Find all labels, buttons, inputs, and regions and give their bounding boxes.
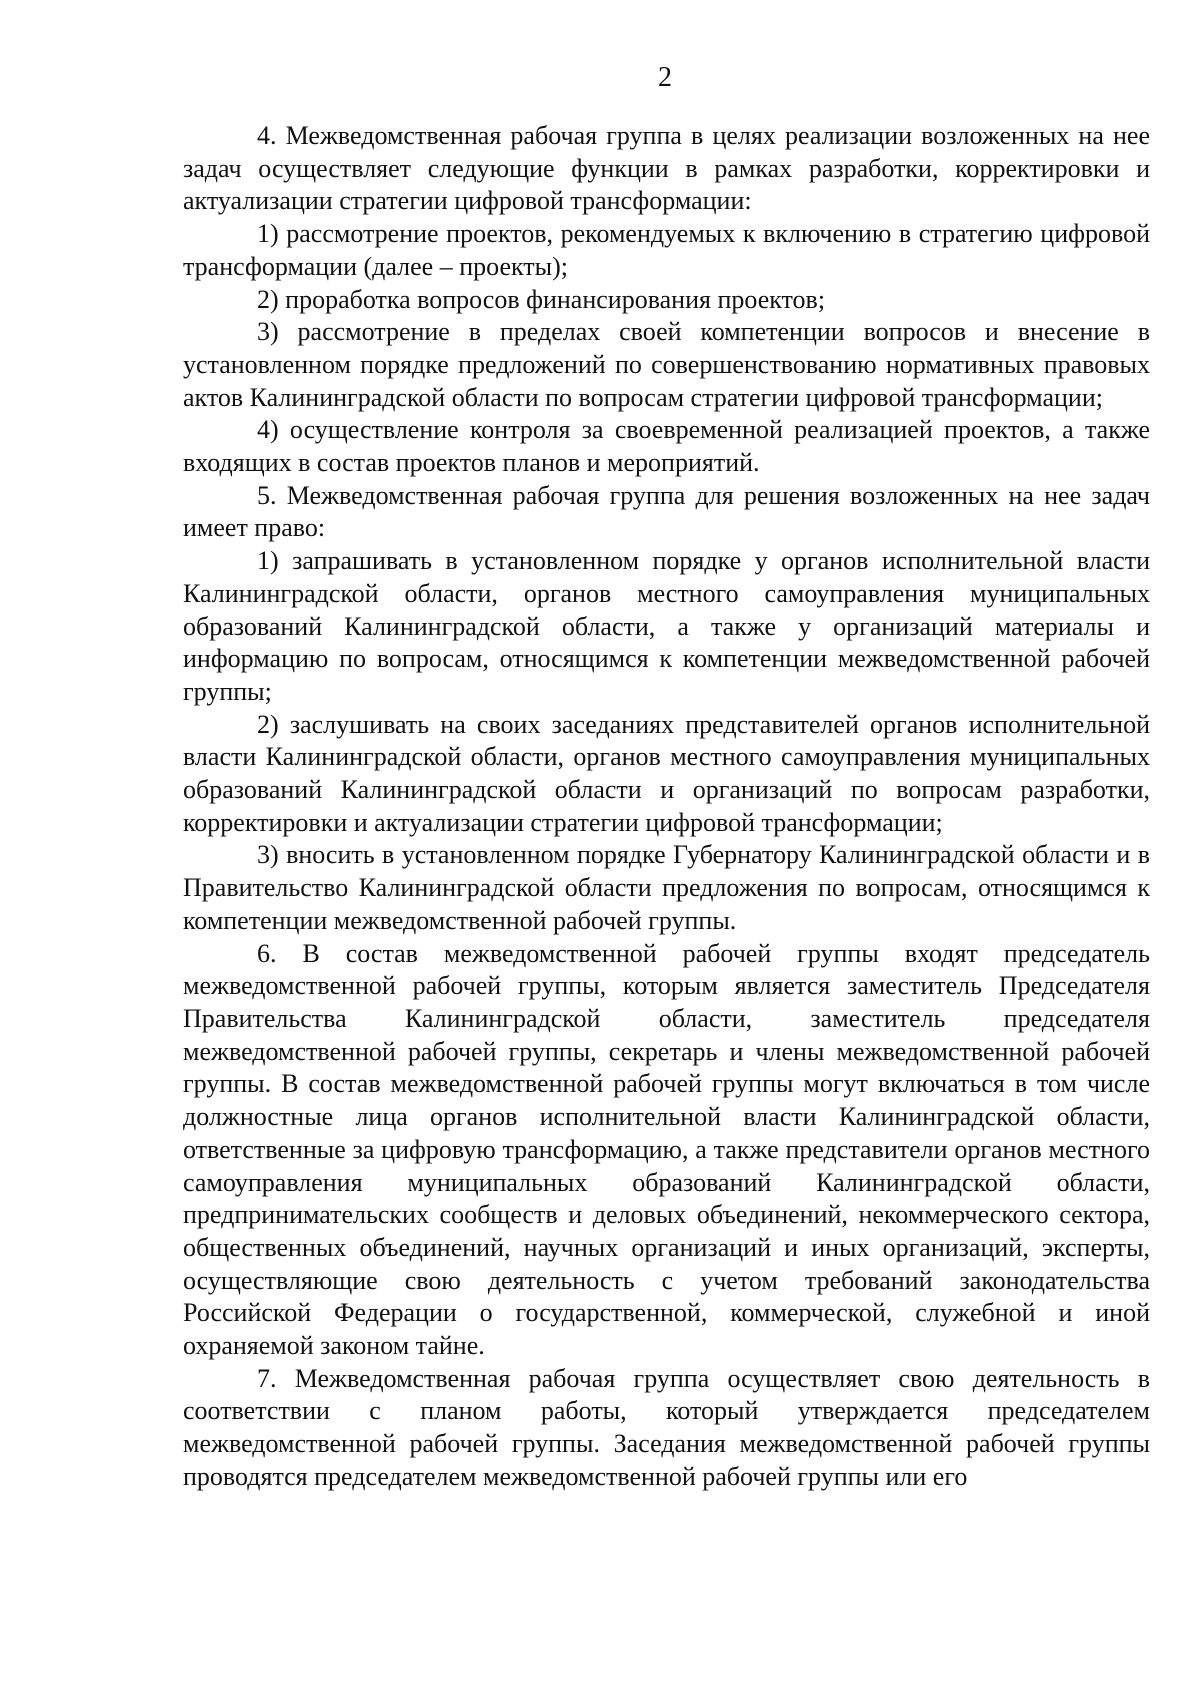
document-body <box>183 120 1150 1494</box>
paragraph-4: 4. Межведомственная рабочая группа в целях реализации возложенных на нее задач осуществляет следующие функции в рамках разработки, корректировки и актуализации стратегии цифровой трансформации: <box>183 121 1150 216</box>
page-number: 2 <box>658 62 672 93</box>
paragraph-4-item-1: 1) рассмотрение проектов, рекомендуемых к включению в стратегию цифровой трансформации (далее – проекты); <box>183 219 1150 281</box>
paragraph-5: 5. Межведомственная рабочая группа для решения возложенных на нее задач имеет право: <box>183 480 1150 543</box>
paragraph-4-item-3: 3) рассмотрение в пределах своей компетенции вопросов и внесение в установленном порядке предложений по совершенствованию нормативных правовых актов Калининградской области по вопросам стратегии цифровой трансформации; <box>183 317 1150 412</box>
paragraph-5-item-1: 1) запрашивать в установленном порядке у органов исполнительной власти Калининградской области, органов местного самоуправления муниципальных образований Калининградской области, а также у организаций материалы и информацию по вопросам, относящимся к компетенции межведомственной рабочей группы; <box>183 546 1150 706</box>
paragraph-4-item-2: 2) проработка вопросов финансирования проектов; <box>257 284 826 314</box>
paragraph-6: 6. В состав межведомственной рабочей группы входят председатель межведомственной рабочей группы, которым является заместитель Председателя Правительства Калининградской области, заместитель председателя межведомственной рабочей группы, секретарь и члены межведомственной рабочей группы. В состав межведомственной рабочей группы могут включаться в том числе должностные лица органов исполнительной власти Калининградской области, ответственные за цифровую трансформацию, а также представители органов местного самоуправления муниципальных образований Калининградской области, предпринимательских сообществ и деловых объединений, некоммерческого сектора, общественных объединений, научных организаций и иных организаций, эксперты, осуществляющие свою деятельность с учетом требований законодательства Российской Федерации о государственной, коммерческой, служебной и иной охраняемой законом тайне. <box>183 938 1150 1361</box>
paragraph-5-item-2: 2) заслушивать на своих заседаниях представителей органов исполнительной власти Калининградской области, органов местного самоуправления муниципальных образований Калининградской области и организаций по вопросам разработки, корректировки и актуализации стратегии цифровой трансформации; <box>183 709 1150 837</box>
paragraph-4-item-4: 4) осуществление контроля за своевременной реализацией проектов, а также входящих в состав проектов планов и мероприятий. <box>183 415 1150 478</box>
paragraph-5-item-3: 3) вносить в установленном порядке Губернатору Калининградской области и в Правительство Калининградской области предложения по вопросам, относящимся к компетенции межведомственной рабочей группы. <box>183 840 1150 935</box>
paragraph-7: 7. Межведомственная рабочая группа осуществляет свою деятельность в соответствии с планом работы, который утверждается председателем межведомственной рабочей группы. Заседания межведомственной рабочей группы проводятся председателем межведомственной рабочей группы или его <box>183 1363 1150 1491</box>
